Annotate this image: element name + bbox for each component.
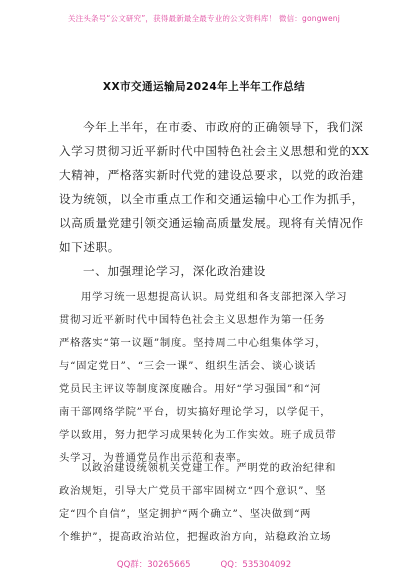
political-paragraph: [59, 457, 355, 549]
text-line: 今年上半年，在市委、市政府的正确领导下，我们深: [83, 120, 364, 134]
text-line: 以高质量党建引领交通运输高质量发展。现将有关情况作: [59, 216, 364, 230]
text-line: 入学习贯彻习近平新时代中国特色社会主义思想和党的XX: [59, 144, 370, 158]
text-line: 南干部网络学院”平台，切实搞好理论学习，以学促干，: [59, 406, 332, 418]
text-line: 与“固定党日”、“三会一课”、组织生活会、谈心谈话: [59, 360, 317, 372]
qq-number-text: QQ：535304092: [220, 560, 292, 570]
text-line: 头学习，为普通党员作出示范和表率。: [59, 452, 248, 464]
text-line: 学以致用，努力把学习成果转化为工作实效。班子成员带: [59, 429, 337, 441]
text-line: 大精神，严格落实新时代党的建设总要求，以党的政治建: [59, 168, 364, 182]
text-line: 党员民主评议等制度深度融合。用好“学习强国”和“河: [59, 383, 322, 395]
section-heading: [59, 259, 355, 283]
text-line: 严格落实“第一议题”制度。坚持周二中心组集体学习，: [59, 337, 327, 349]
text-line: 定“四个自信”，坚定拥护“两个确立”、坚决做到“两: [59, 508, 312, 520]
text-line: 用学习统一思想提高认识。局党组和各支部把深入学习: [81, 291, 348, 303]
section-heading-text: 一、加强理论学习，深化政治建设: [83, 264, 266, 278]
qq-group-text: QQ群：30265665: [116, 560, 191, 570]
text-line: 个维护”，提高政治站位，把握政治方向，站稳政治立场: [59, 531, 332, 543]
header-notice: 关注头条号“公文研究”，获得最新最全最专业的公文资料库！ 微信：gongwenj: [67, 14, 341, 23]
text-line: 贯彻习近平新时代中国特色社会主义思想作为第一任务: [59, 314, 326, 326]
document-title: XX市交通运输局2024年上半年工作总结: [102, 81, 306, 93]
footer-contact: [0, 558, 408, 570]
text-line: 以政治建设统领机关党建工作。严明党的政治纪律和: [81, 462, 337, 474]
intro-paragraph: [59, 115, 370, 259]
text-line: 如下述职。: [59, 240, 120, 254]
study-paragraph: [59, 286, 355, 470]
text-line: 政治规矩，引导大广党员干部牢固树立“四个意识”、坚: [59, 485, 327, 497]
text-line: 设为统领，以全市重点工作和交通运输中心工作为抓手，: [59, 192, 364, 206]
